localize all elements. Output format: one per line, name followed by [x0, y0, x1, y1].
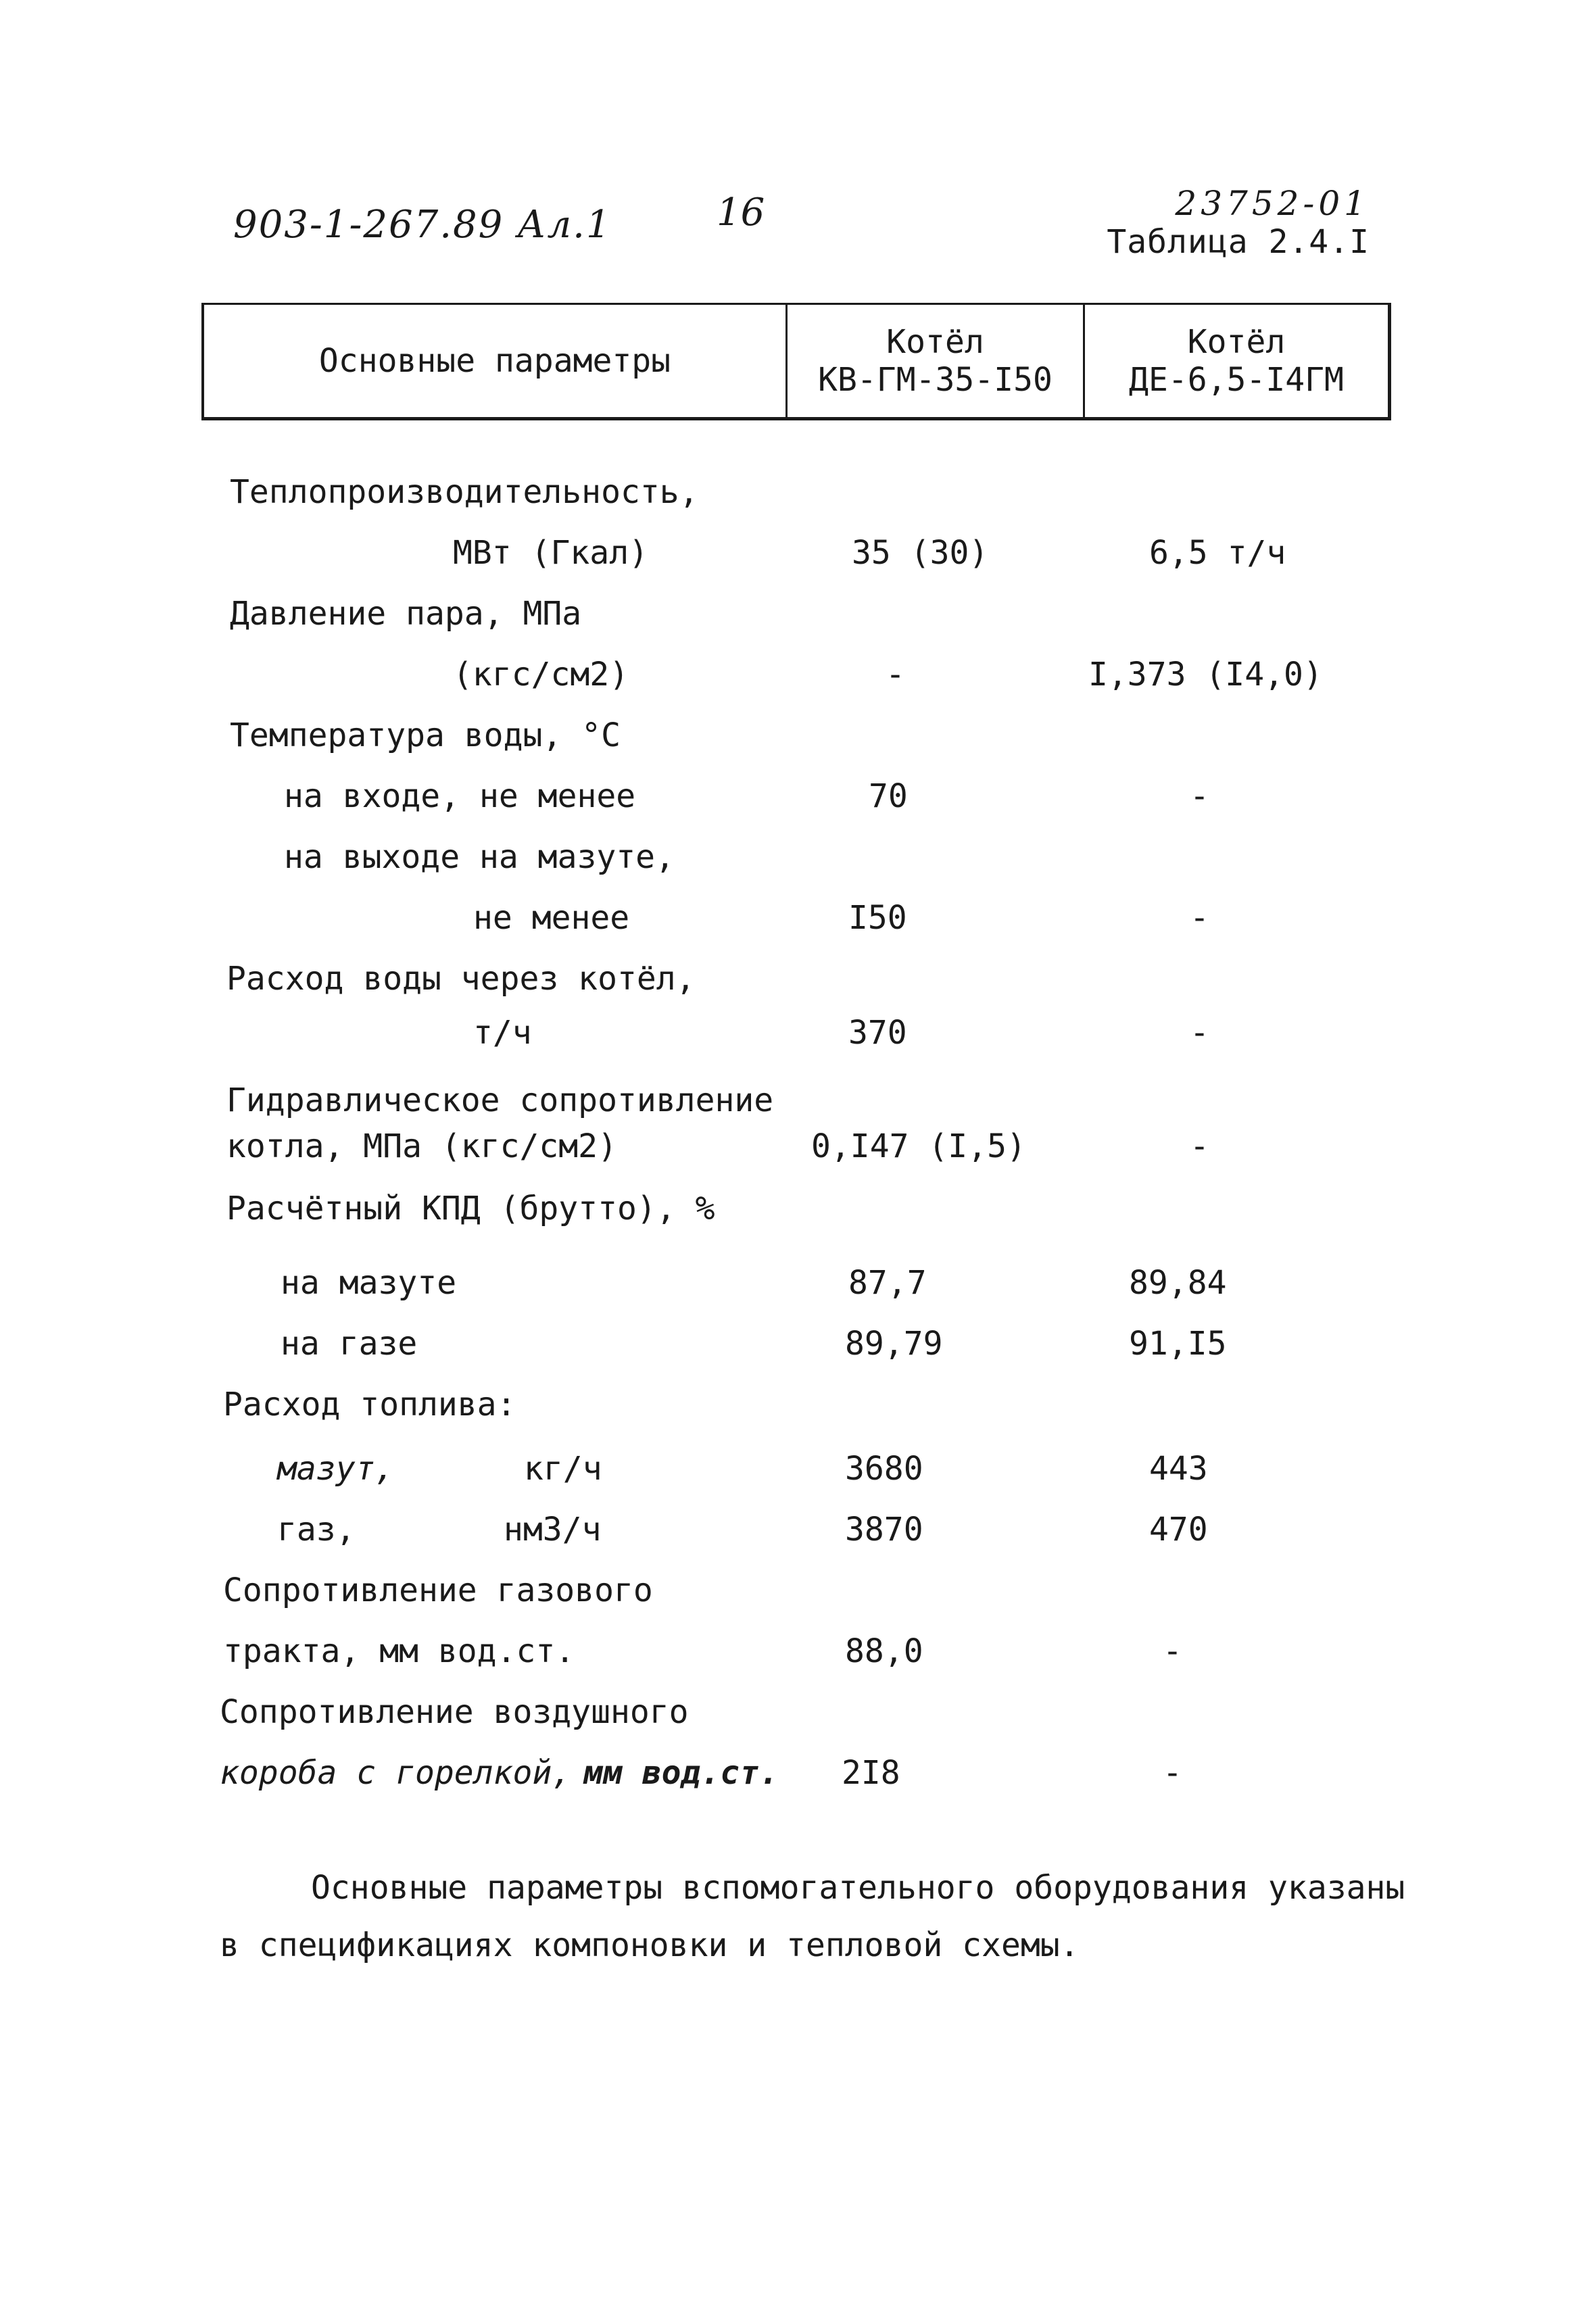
row-unit-steam-pressure: (кгс/см2): [453, 656, 629, 693]
value-outlet-de: -: [1190, 899, 1209, 937]
row-unit-fuel-consumption-gas: нм3/ч: [504, 1511, 602, 1549]
value-water-flow-de: -: [1190, 1014, 1209, 1052]
value-heat-output-kv: 35 (30): [852, 534, 989, 572]
row-label-steam-pressure: Давление пара, МПа: [230, 595, 582, 633]
page-number: 16: [717, 191, 765, 235]
row-unit-heat-output: МВт (Гкал): [453, 534, 648, 572]
row-label-water-flow: Расход воды через котёл,: [226, 960, 696, 998]
row-label-water-temperature: Температура воды, °С: [230, 716, 621, 754]
value-hydraulic-resistance-de: -: [1190, 1127, 1209, 1165]
row-unit-air-box-resistance: короба с горелкой,: [220, 1754, 572, 1792]
value-outlet-kv: I50: [848, 899, 907, 937]
column-header-boiler-de-line2: ДЕ-6,5-I4ГМ: [1129, 361, 1344, 399]
table-header: [201, 303, 1391, 420]
note-line-2: в спецификациях компоновки и тепловой схемы.: [220, 1926, 1080, 1964]
column-header-parameters: [204, 305, 785, 417]
row-label-gas-path-resistance: Сопротивление газового: [223, 1571, 653, 1609]
value-efficiency-gas-kv: 89,79: [845, 1325, 943, 1363]
value-fuel-consumption-fuel-oil-kv: 3680: [845, 1450, 923, 1488]
row-label-hydraulic-resistance: Гидравлическое сопротивление: [226, 1081, 774, 1119]
value-hydraulic-resistance-kv: 0,I47 (I,5): [811, 1127, 1026, 1165]
table-label: Таблица 2.4.I: [1107, 223, 1370, 261]
value-fuel-consumption-fuel-oil-de: 443: [1149, 1450, 1208, 1488]
column-header-boiler-de-line1: Котёл: [1187, 323, 1286, 361]
row-label-efficiency-gas: на газе: [281, 1325, 418, 1363]
value-water-flow-kv: 370: [848, 1014, 907, 1052]
value-efficiency-gas-de: 91,I5: [1129, 1325, 1227, 1363]
value-steam-pressure-kv: -: [886, 656, 905, 693]
value-efficiency-fuel-oil-kv: 87,7: [848, 1264, 927, 1302]
row-unit-gas-path-resistance: тракта, мм вод.ст.: [223, 1632, 575, 1670]
column-header-parameters-label: Основные параметры: [318, 342, 671, 380]
row-unit-hydraulic-resistance: котла, МПа (кгс/см2): [226, 1127, 617, 1165]
row-label-efficiency: Расчётный КПД (брутто), %: [226, 1190, 715, 1227]
value-fuel-consumption-gas-de: 470: [1149, 1511, 1208, 1549]
row-label-inlet: на входе, не менее: [284, 777, 636, 815]
value-air-box-resistance-de: -: [1163, 1754, 1182, 1792]
value-heat-output-de: 6,5 т/ч: [1149, 534, 1286, 572]
row-unit-water-flow: т/ч: [473, 1014, 532, 1052]
row-label-fuel-consumption-gas: газ,: [277, 1511, 356, 1549]
row-label-fuel-consumption: Расход топлива:: [223, 1386, 516, 1423]
row-unit-outlet: не менее: [473, 899, 630, 937]
value-inlet-kv: 70: [869, 777, 908, 815]
row-label-air-box-resistance: Сопротивление воздушного: [220, 1693, 689, 1731]
row-label-heat-output: Теплопроизводительность,: [230, 473, 699, 511]
row-label-outlet: на выходе на мазуте,: [284, 838, 675, 876]
row-label-efficiency-fuel-oil: на мазуте: [281, 1264, 457, 1302]
value-gas-path-resistance-kv: 88,0: [845, 1632, 923, 1670]
value-steam-pressure-de: I,373 (I4,0): [1088, 656, 1323, 693]
row-unit-air-box-resistance-measure: мм вод.ст.: [583, 1754, 779, 1792]
column-header-boiler-de: [1085, 305, 1388, 417]
document-number: 23752-01: [1175, 184, 1370, 223]
column-header-boiler-kv: [788, 305, 1083, 417]
note-line-1: Основные параметры вспомогательного оборудования указаны: [311, 1869, 1405, 1907]
value-fuel-consumption-gas-kv: 3870: [845, 1511, 923, 1549]
row-label-fuel-consumption-fuel-oil: мазут,: [277, 1450, 395, 1488]
document-code: 903-1-267.89 Ал.1: [233, 203, 612, 247]
column-header-boiler-kv-line1: Котёл: [886, 323, 984, 361]
value-gas-path-resistance-de: -: [1163, 1632, 1182, 1670]
value-efficiency-fuel-oil-de: 89,84: [1129, 1264, 1227, 1302]
column-header-boiler-kv-line2: КВ-ГМ-35-I50: [818, 361, 1053, 399]
value-inlet-de: -: [1190, 777, 1209, 815]
row-unit-fuel-consumption-fuel-oil: кг/ч: [524, 1450, 602, 1488]
value-air-box-resistance-kv: 2I8: [842, 1754, 900, 1792]
